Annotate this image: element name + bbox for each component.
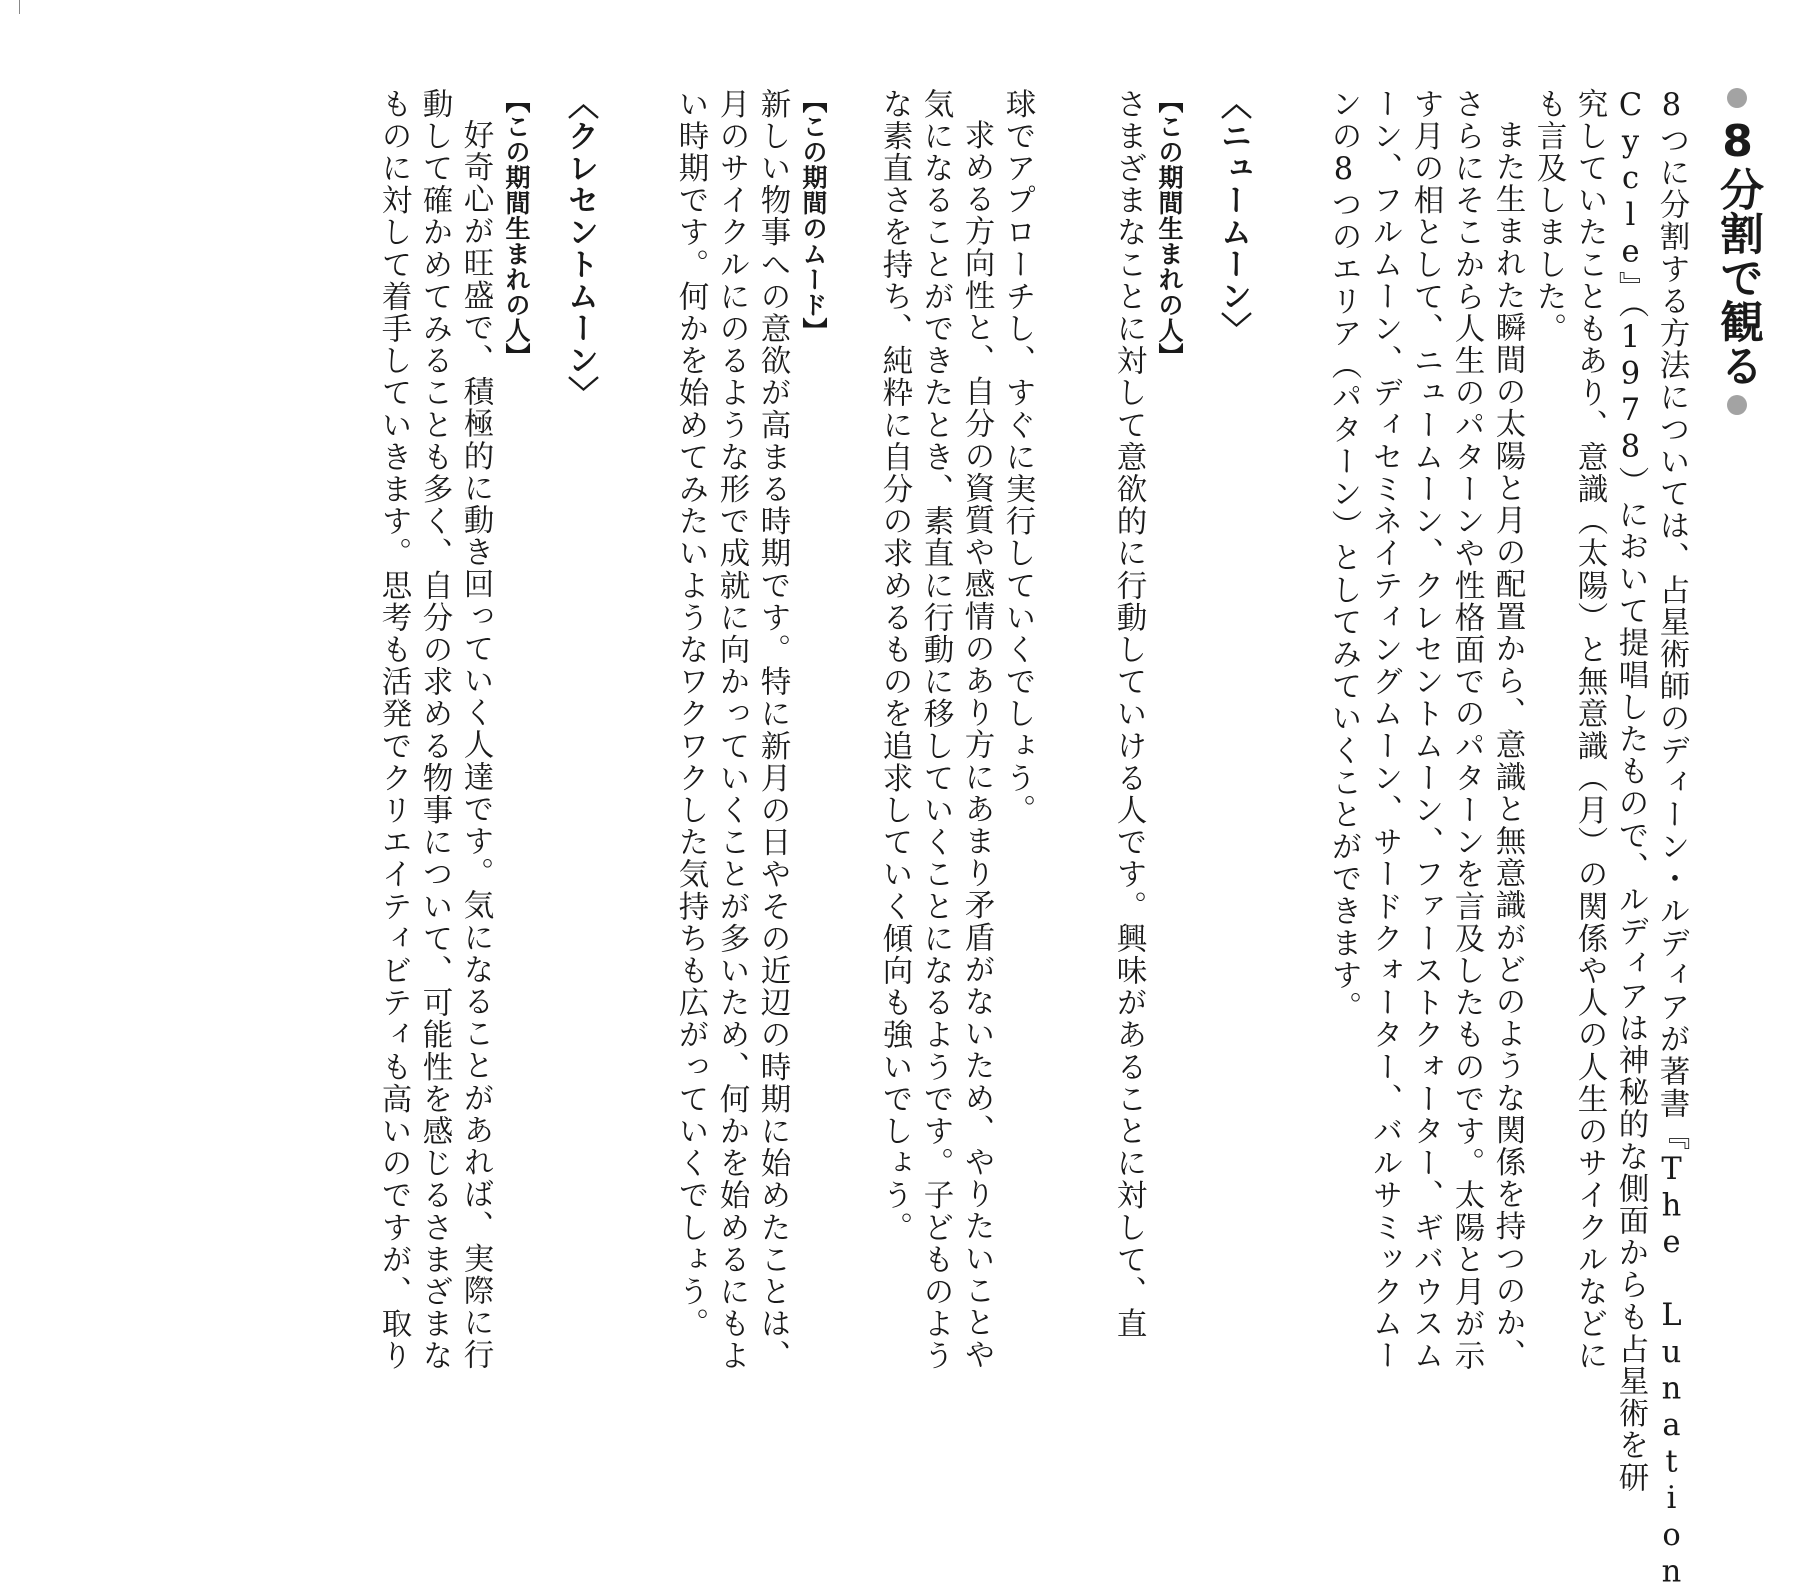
section-heading-text: 8分割で観る (1712, 116, 1763, 387)
new-moon-people-line: 気になることができたとき、素直に行動に移していくことになるようです。子どものよう (918, 88, 953, 1372)
intro-line: さらにそこから人生のパターンや性格面でのパターンを言及したものです。太陽と月が示 (1449, 88, 1484, 1372)
intro-line: 8つに分割する方法については、占星術師のディーン・ルディアが著書『The Lunation (1654, 88, 1689, 1591)
body-text-block (373, 88, 1692, 1591)
new-moon-mood-line: 月のサイクルにのるような形で成就に向かっていくことが多いため、何かを始めるにもよ (714, 88, 749, 1372)
page-edge-mark (19, 0, 20, 14)
new-moon-people-line: な素直さを持ち、純粋に自分の求めるものを追求していく傾向も強いでしょう。 (877, 88, 912, 1244)
intro-line: Cycle』（1978）において提唱したもので、ルディアは神秘的な側面からも占星術を研 (1613, 88, 1648, 1494)
new-moon-people-line: 球でアプローチし、すぐに実行していくでしょう。 (1000, 88, 1035, 827)
new-moon-mood-line: い時期です。何かを始めてみたいようなワクワクした気持ちも広がっていくでしょう。 (673, 88, 708, 1340)
new-moon-people-line: 求める方向性と、自分の資質や感情のあり方にあまり矛盾がないため、やりたいことや (959, 119, 994, 1371)
new-moon-mood-line: 新しい物事への意欲が高まる時期です。特に新月の日やその近辺の時期に始めたことは、 (755, 88, 790, 1372)
crescent-moon-people-line: 好奇心が旺盛で、積極的に動き回っていく人達です。気になることがあれば、実際に行 (458, 119, 493, 1371)
new-moon-title: 〈ニュームーン〉 (1215, 88, 1251, 344)
crescent-moon-people-line: ものに対して着手していきます。思考も活発でクリエイティビティも高いのですが、取り (376, 88, 411, 1372)
intro-line: す月の相として、ニュームーン、クレセントムーン、ファーストクォーター、ギバウスム (1408, 88, 1443, 1372)
intro-line: ーン、フルムーン、ディセミネイティングムーン、サードクォーター、バルサミックムー (1367, 88, 1402, 1372)
section-heading (1706, 80, 1768, 423)
new-moon-people-line: さまざまなことに対して意欲的に行動していける人です。興味があることに対して、直 (1111, 88, 1146, 1340)
new-moon-people-label: 【この期間生まれの人】 (1155, 88, 1184, 369)
intro-line: また生まれた瞬間の太陽と月の配置から、意識と無意識がどのような関係を持つのか、 (1490, 119, 1525, 1371)
crescent-moon-people-line: 動して確かめてみることも多く、自分の求める物事について、可能性を感じるさまざまな (417, 88, 452, 1372)
crescent-moon-title: 〈クレセントムーン〉 (562, 88, 598, 408)
intro-line: 究していたこともあり、意識（太陽）と無意識（月）の関係や人の人生のサイクルなどに (1572, 88, 1607, 1372)
new-moon-mood-label: 【この期間のムード】 (799, 88, 828, 343)
intro-line: ンの8つのエリア（パターン）としてみていくことができます。 (1326, 88, 1361, 1024)
bullet-dot-icon (1727, 88, 1747, 108)
intro-line: も言及しました。 (1531, 88, 1566, 345)
bullet-dot-icon (1727, 395, 1747, 415)
crescent-moon-people-label: 【この期間生まれの人】 (502, 88, 531, 369)
